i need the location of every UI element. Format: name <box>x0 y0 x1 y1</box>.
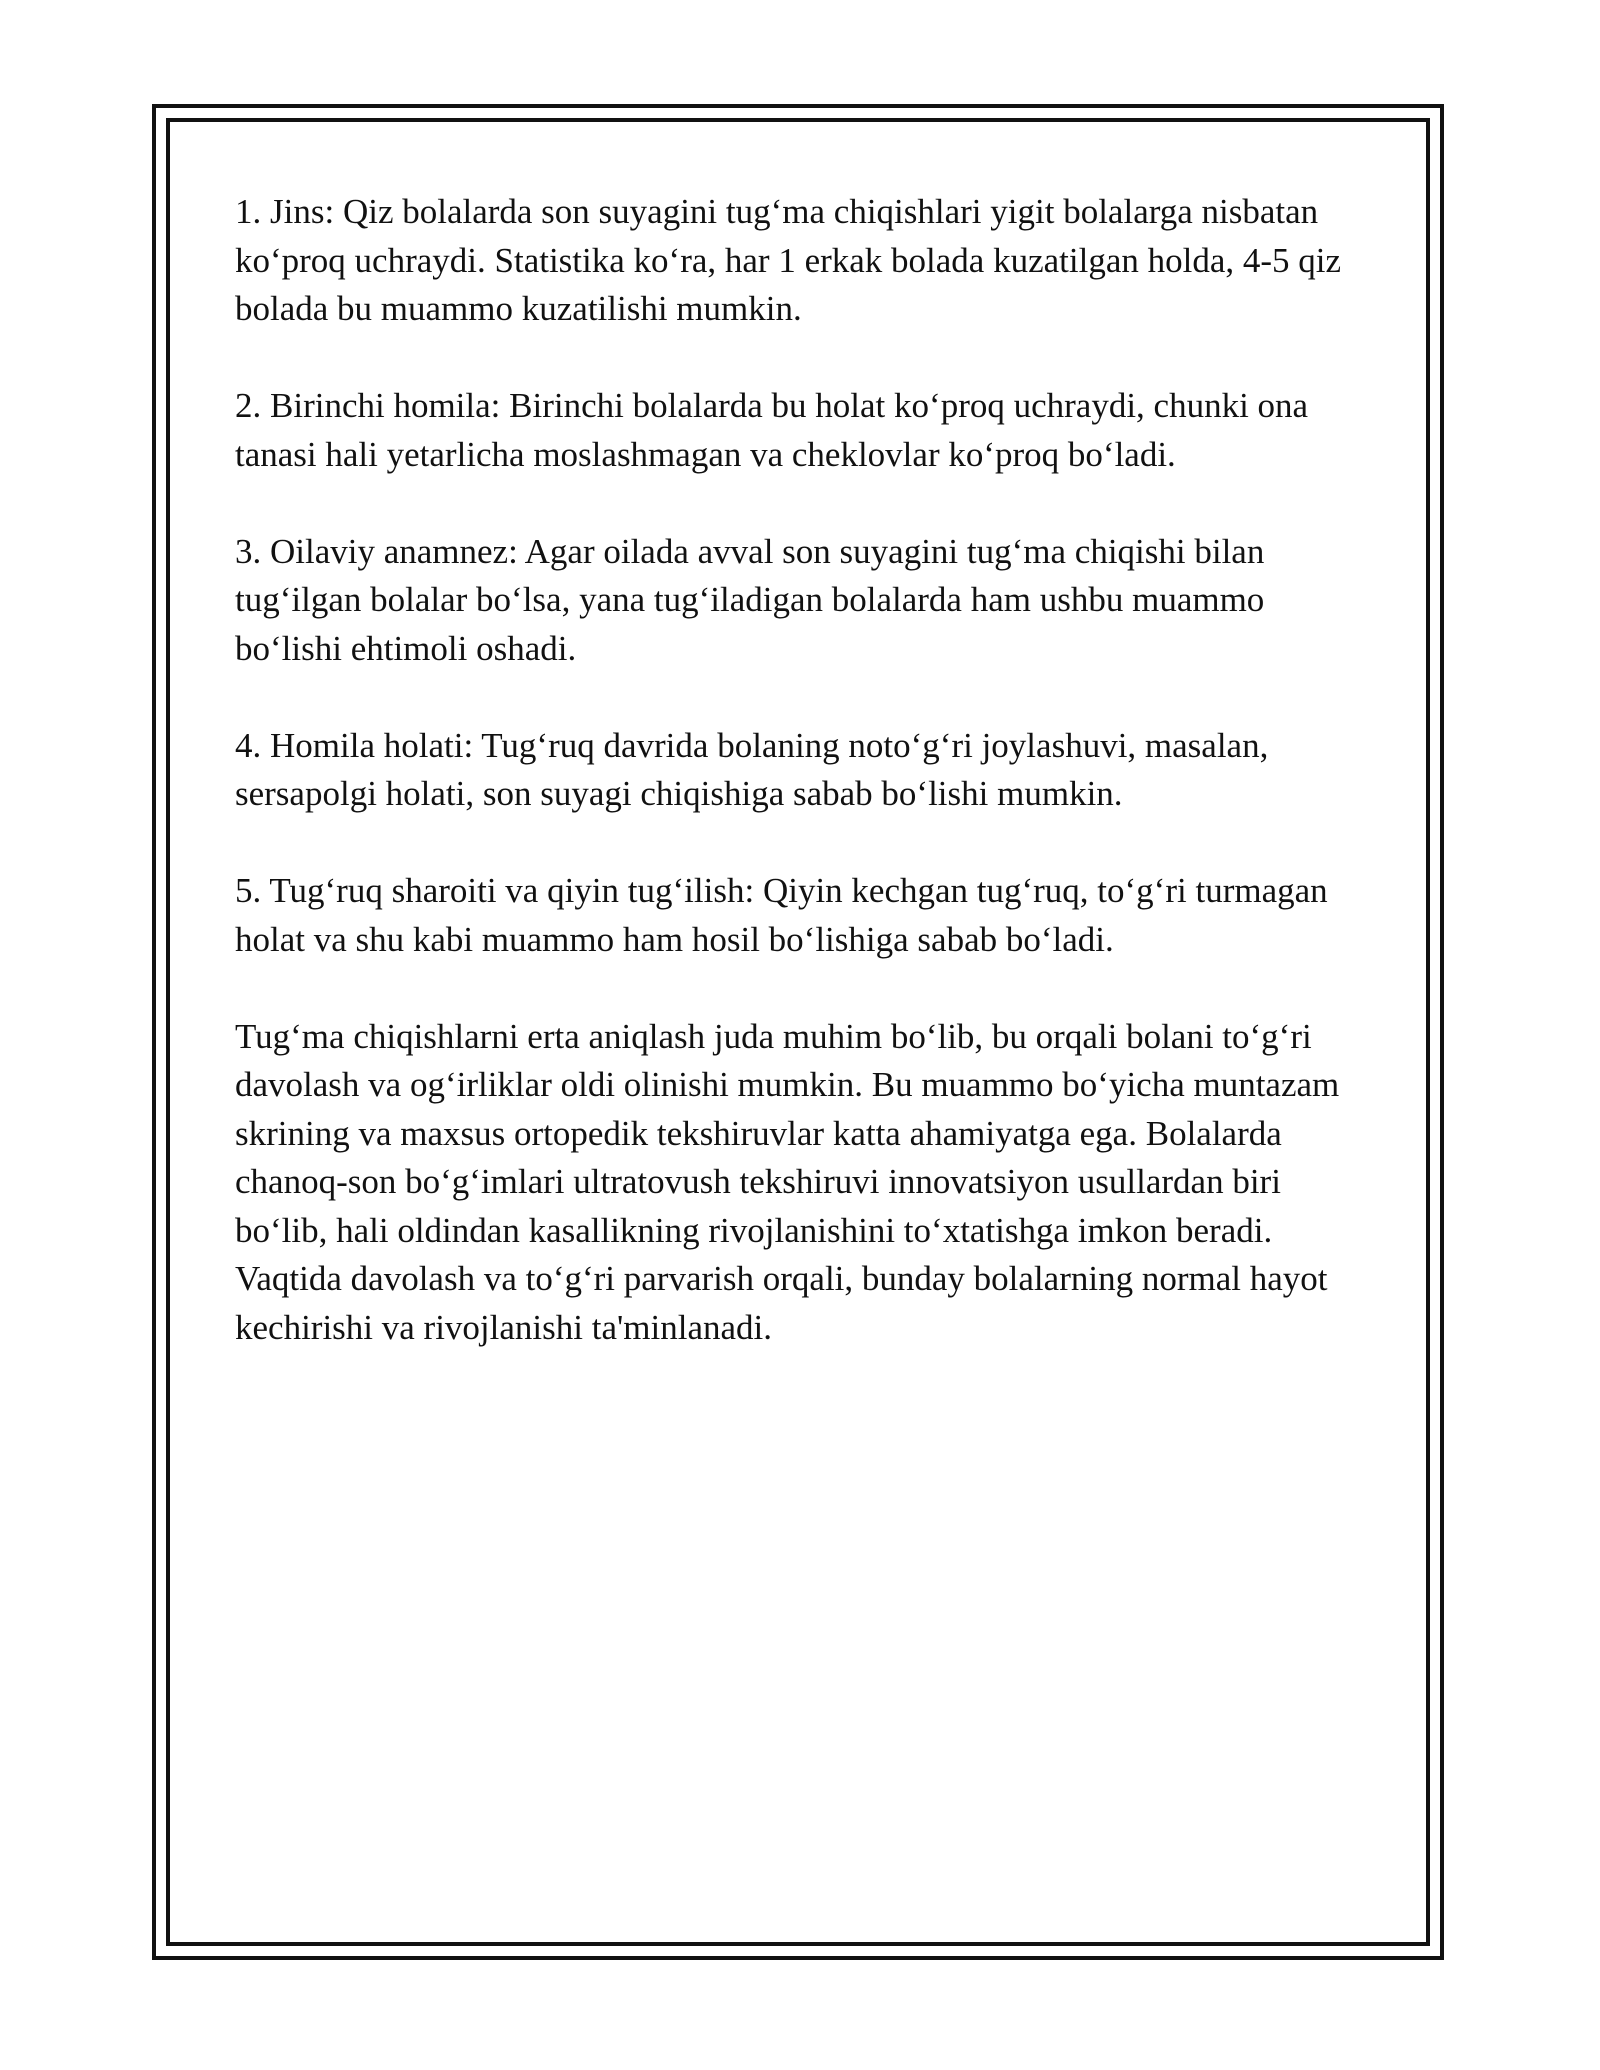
paragraph-conclusion: Tug‘ma chiqishlarni erta aniqlash juda muhim bo‘lib, bu orqali bolani to‘g‘ri davolash va og‘irliklar oldi olinishi mumkin. Bu muammo bo‘yicha muntazam skrining va maxsus ortopedik tekshiruvlar katta ahamiyatga ega. Bolalarda chanoq-son bo‘g‘imlari ultratovush tekshiruvi innovatsiyon usullardan biri bo‘lib, hali oldindan kasallikning rivojlanishini to‘xtatishga imkon beradi. Vaqtida davolash va to‘g‘ri parvarish orqali, bunday bolalarning normal hayot kechirishi va rivojlanishi ta'minlanadi. <box>235 1016 1340 1347</box>
document-body <box>235 188 1375 1401</box>
paragraph-fetal-position: 4. Homila holati: Tug‘ruq davrida bolaning noto‘g‘ri joylashuvi, masalan, sersapolgi holati, son suyagi chiqishiga sabab bo‘lishi mumkin. <box>235 725 1269 813</box>
paragraph-gender: 1. Jins: Qiz bolalarda son suyagini tug‘ma chiqishlari yigit bolalarga nisbatan ko‘proq uchraydi. Statistika ko‘ra, har 1 erkak bolada kuzatilgan holda, 4-5 qiz bolada bu muammo kuzatilishi mumkin. <box>235 192 1342 328</box>
paragraph-first-pregnancy: 2. Birinchi homila: Birinchi bolalarda bu holat ko‘proq uchraydi, chunki ona tanasi hali yetarlicha moslashmagan va cheklovlar ko‘proq bo‘ladi. <box>235 386 1309 474</box>
paragraph-birth-conditions: 5. Tug‘ruq sharoiti va qiyin tug‘ilish: Qiyin kechgan tug‘ruq, to‘g‘ri turmagan holat va shu kabi muammo ham hosil bo‘lishiga sabab bo‘ladi. <box>235 871 1328 959</box>
paragraph-family-history: 3. Oilaviy anamnez: Agar oilada avval son suyagini tug‘ma chiqishi bilan tug‘ilgan bolalar bo‘lsa, yana tug‘iladigan bolalarda ham ushbu muammo bo‘lishi ehtimoli oshadi. <box>235 531 1265 668</box>
